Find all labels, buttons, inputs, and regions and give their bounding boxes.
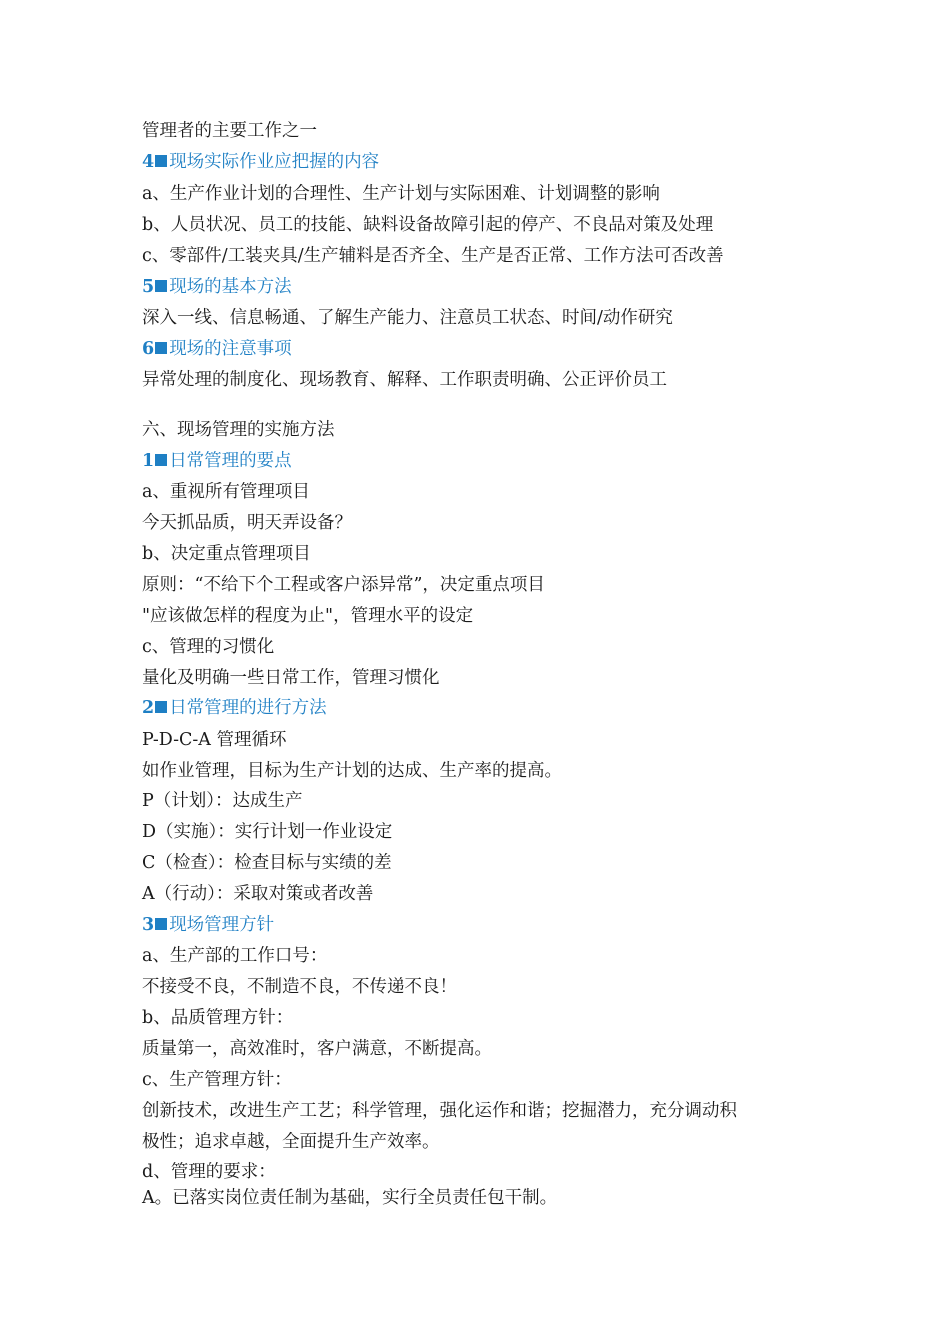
text-line: C（检查）：检查目标与实绩的差 [142, 853, 392, 873]
heading-text: 现场的基本方法 [169, 277, 292, 297]
square-bullet-icon [155, 342, 167, 354]
section-heading [142, 913, 274, 937]
square-bullet-icon [155, 280, 167, 292]
text-line: 异常处理的制度化、现场教育、解释、工作职责明确、公正评价员工 [142, 370, 667, 390]
heading-number: 4 [142, 152, 155, 172]
text-line: A（行动）：采取对策或者改善 [142, 884, 374, 904]
text-line: a、重视所有管理项目 [142, 482, 310, 502]
text-line: A。已落实岗位责任制为基础，实行全员责任包干制。 [142, 1188, 558, 1208]
text-line: c、管理的习惯化 [142, 637, 275, 657]
text-line: b、决定重点管理项目 [142, 544, 311, 564]
heading-number: 5 [142, 277, 155, 297]
heading-text: 现场的注意事项 [169, 339, 292, 359]
square-bullet-icon [155, 155, 167, 167]
text-line: b、人员状况、员工的技能、缺料设备故障引起的停产、不良品对策及处理 [142, 215, 714, 235]
text-line: 质量第一，高效准时，客户满意，不断提高。 [142, 1039, 492, 1059]
square-bullet-icon [155, 701, 167, 713]
heading-text: 日常管理的进行方法 [169, 698, 327, 718]
section-heading [142, 275, 292, 299]
text-line: 创新技术，改进生产工艺；科学管理，强化运作和谐；挖掘潜力，充分调动积 [142, 1101, 737, 1121]
text-line: 如作业管理，目标为生产计划的达成、生产率的提高。 [142, 761, 562, 781]
text-line: a、生产部的工作口号： [142, 946, 328, 966]
section-heading [142, 150, 379, 174]
text-line: c、零部件/工装夹具/生产辅料是否齐全、生产是否正常、工作方法可否改善 [142, 246, 724, 266]
text-line: a、生产作业计划的合理性、生产计划与实际困难、计划调整的影响 [142, 184, 660, 204]
text-line: 深入一线、信息畅通、了解生产能力、注意员工状态、时间/动作研究 [142, 308, 673, 328]
heading-text: 现场实际作业应把握的内容 [169, 152, 380, 172]
square-bullet-icon [155, 918, 167, 930]
text-line: 极性；追求卓越，全面提升生产效率。 [142, 1132, 440, 1152]
text-line: P-D-C-A 管理循环 [142, 730, 287, 750]
text-line: 原则：“不给下个工程或客户添异常”，决定重点项目 [142, 575, 545, 595]
text-line: 不接受不良，不制造不良，不传递不良！ [142, 977, 457, 997]
text-line: d、管理的要求： [142, 1162, 276, 1182]
heading-number: 6 [142, 339, 155, 359]
text-line: D（实施）：实行计划一作业设定 [142, 822, 393, 842]
text-line: "应该做怎样的程度为止"，管理水平的设定 [142, 606, 474, 626]
text-line: c、生产管理方针： [142, 1070, 292, 1090]
text-line: 量化及明确一些日常工作，管理习惯化 [142, 668, 440, 688]
section-heading [142, 696, 327, 720]
text-line: P（计划）：达成生产 [142, 791, 303, 811]
heading-number: 1 [142, 451, 155, 471]
heading-number: 3 [142, 915, 155, 935]
section-heading [142, 449, 292, 473]
square-bullet-icon [155, 454, 167, 466]
chapter-title: 六、现场管理的实施方法 [142, 420, 335, 440]
text-line: b、品质管理方针： [142, 1008, 294, 1028]
text-line: 管理者的主要工作之一 [142, 121, 317, 141]
section-heading [142, 337, 292, 361]
text-line: 今天抓品质，明天弄设备？ [142, 513, 352, 533]
heading-number: 2 [142, 698, 155, 718]
heading-text: 日常管理的要点 [169, 451, 292, 471]
heading-text: 现场管理方针 [169, 915, 275, 935]
